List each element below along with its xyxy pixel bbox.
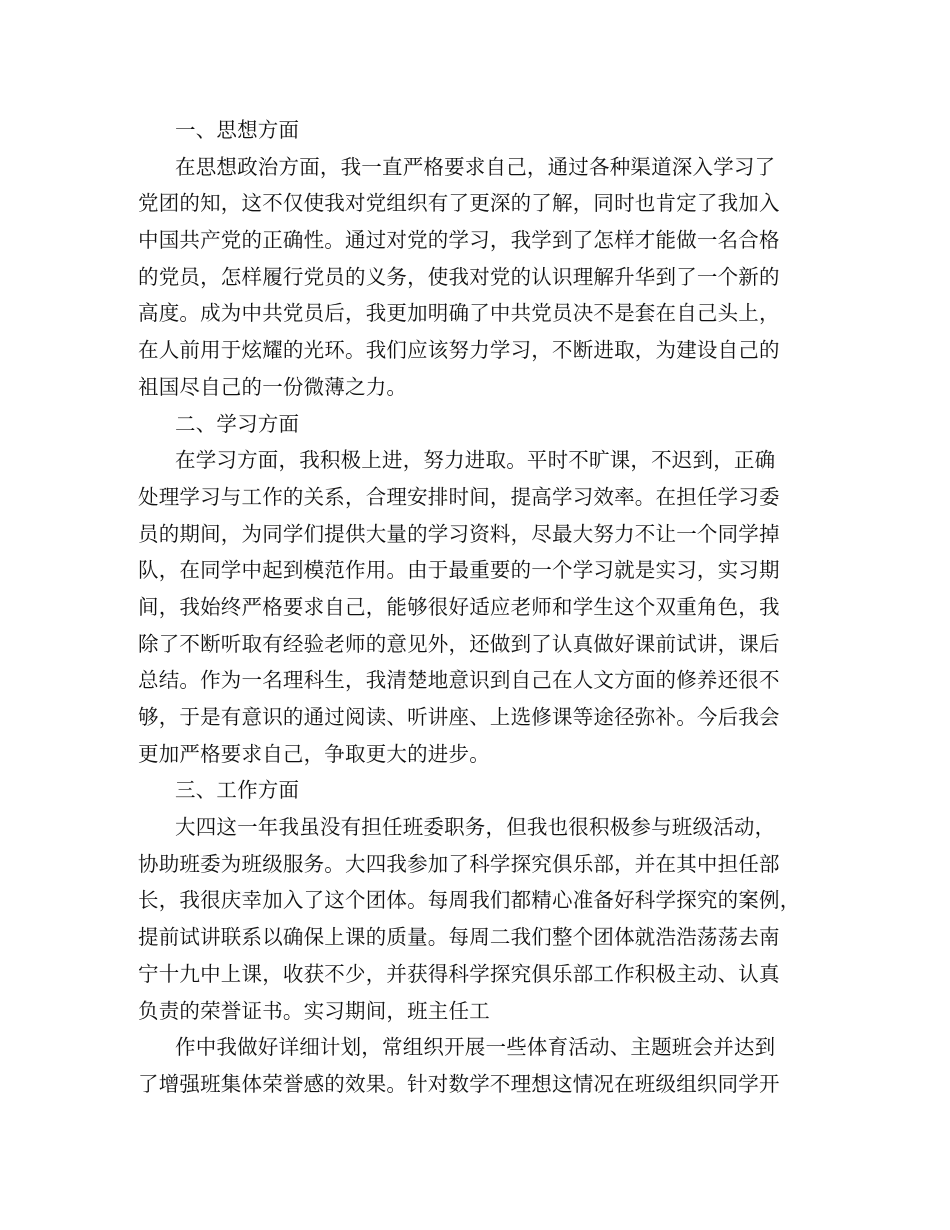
section-heading-thought: 一、思想方面 [175, 118, 300, 142]
paragraph-line: 负责的荣誉证书。实习期间，班主任工 [138, 998, 490, 1023]
paragraph-line: 队，在同学中起到模范作用。由于最重要的一个学习就是实习，实习期 [138, 558, 780, 583]
paragraph-line: 高度。成为中共党员后，我更加明确了中共党员决不是套在自己头上， [138, 301, 780, 326]
paragraph-line: 够，于是有意识的通过阅读、听讲座、上选修课等途径弥补。今后我会 [138, 705, 780, 729]
paragraph-line: 中国共产党的正确性。通过对党的学习，我学到了怎样才能做一名合格 [138, 228, 780, 253]
paragraph-line: 在学习方面，我积极上进，努力进取。平时不旷课，不迟到，正确 [175, 448, 776, 473]
paragraph-line: 总结。作为一名理科生，我清楚地意识到自己在人文方面的修养还很不 [138, 668, 780, 693]
paragraph-line: 长，我很庆幸加入了这个团体。每周我们都精心准备好科学探究的案例， [138, 888, 801, 913]
paragraph-line: 在人前用于炫耀的光环。我们应该努力学习，不断进取，为建设自己的 [138, 338, 780, 363]
paragraph-line: 员的期间，为同学们提供大量的学习资料，尽最大努力不让一个同学掉 [138, 521, 780, 546]
paragraph-line: 了增强班集体荣誉感的效果。针对数学不理想这情况在班级组织同学开 [138, 1071, 780, 1096]
paragraph-line: 祖国尽自己的一份微薄之力。 [138, 374, 408, 399]
paragraph-line: 除了不断听取有经验老师的意见外，还做到了认真做好课前试讲，课后 [138, 631, 780, 656]
paragraph-line: 处理学习与工作的关系，合理安排时间，提高学习效率。在担任学习委 [138, 484, 780, 509]
document-body [138, 112, 814, 1103]
paragraph-line: 间，我始终严格要求自己，能够很好适应老师和学生这个双重角色，我 [138, 594, 780, 619]
paragraph-line: 更加严格要求自己，争取更大的进步。 [138, 741, 490, 766]
paragraph-line: 作中我做好详细计划，常组织开展一些体育活动、主题班会并达到 [175, 1035, 776, 1060]
paragraph-line: 在思想政治方面，我一直严格要求自己，通过各种渠道深入学习了 [175, 154, 776, 179]
paragraph-line: 宁十九中上课，收获不少，并获得科学探究俱乐部工作积极主动、认真 [138, 961, 780, 986]
paragraph-line: 大四这一年我虽没有担任班委职务，但我也很积极参与班级活动， [175, 815, 776, 840]
paragraph-line: 提前试讲联系以确保上课的质量。每周二我们整个团体就浩浩荡荡去南 [138, 925, 780, 950]
paragraph-line: 的党员，怎样履行党员的义务，使我对党的认识理解升华到了一个新的 [138, 264, 780, 289]
paragraph-line: 党团的知，这不仅使我对党组织有了更深的了解，同时也肯定了我加入 [138, 191, 780, 216]
section-heading-study: 二、学习方面 [175, 411, 300, 436]
paragraph-line: 协助班委为班级服务。大四我参加了科学探究俱乐部，并在其中担任部 [138, 851, 780, 876]
section-heading-work: 三、工作方面 [175, 778, 300, 803]
